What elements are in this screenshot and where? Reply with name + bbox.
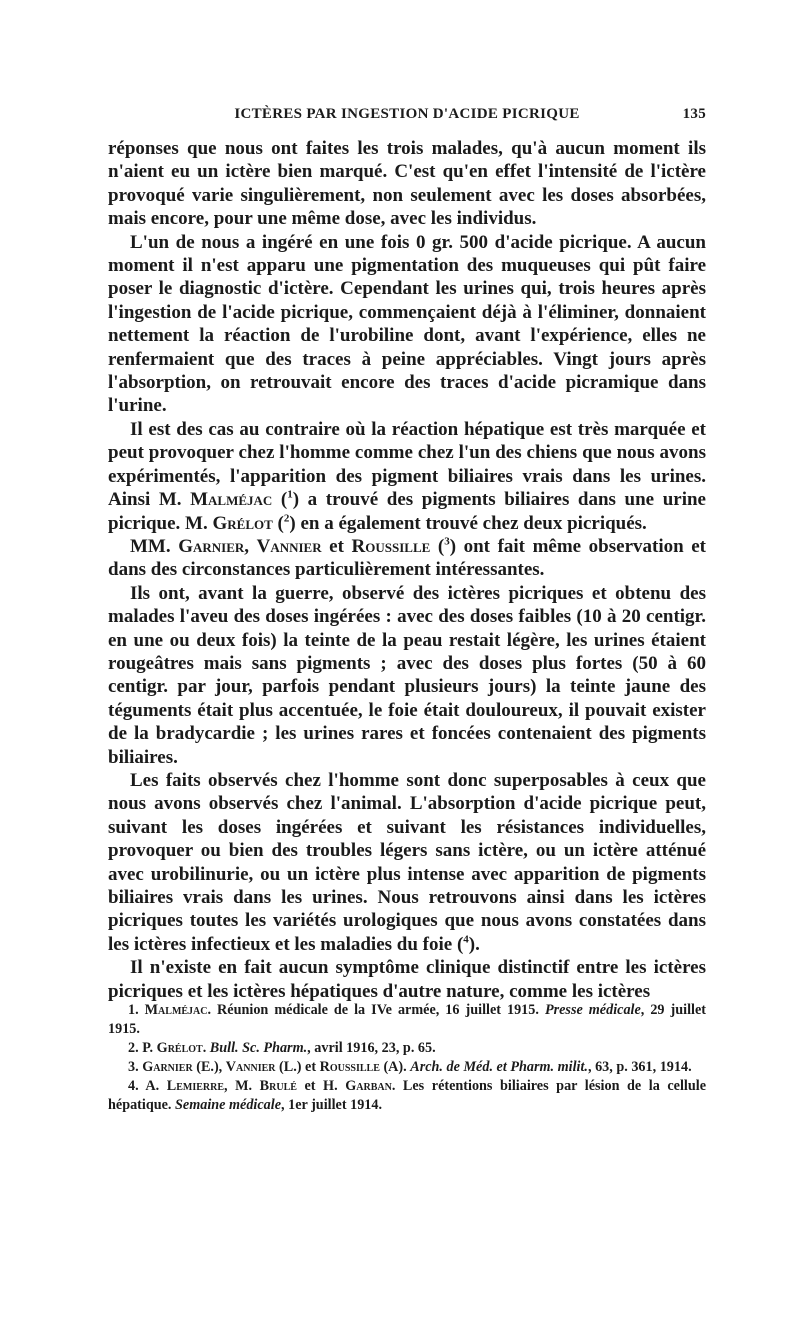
paragraph-2 [108, 231, 706, 418]
footnote-ref: 3 [444, 535, 450, 548]
paragraph-text: Ils ont, avant la guerre, observé des ictères picriques et obtenu des malades l'aveu des doses ingérées : avec des doses faibles (10 à 20 centigr. en une ou deux fois) la teinte de la peau restait légère, les urines étaient rougeâtres mais sans pigments ; avec des doses plus fortes (50 à 60 centigr. par jour, parfois pendant plusieurs jours) la teinte jaune des téguments était plus accentuée, le foie était douloureux, il pouvait exister de la bradycardie ; les urines rares et foncées contenaient des pigments biliaires. [108, 582, 706, 768]
footnote-text: (L.) et [275, 1059, 320, 1075]
footnote-text: . Les rétentions biliaires par lésion de la cellule hépatique. [108, 1078, 706, 1113]
footnote-number: 3. [128, 1059, 139, 1075]
footnote-ref: 1 [287, 488, 293, 501]
footnote-number: 4. [128, 1078, 139, 1094]
footnote-text: . Réunion médicale de la IVe armée, 16 juillet 1915. [207, 1002, 545, 1018]
footnote-journal: Arch. de Méd. et Pharm. milit. [410, 1059, 588, 1075]
paragraph-1 [108, 137, 706, 231]
footnote-text: , 63, p. 361, 1914. [587, 1059, 692, 1075]
paragraph-7 [108, 956, 706, 1003]
running-title: ICTÈRES PAR INGESTION D'ACIDE PICRIQUE [234, 106, 580, 122]
footnote-2 [108, 1039, 706, 1058]
paragraph-text: MM. [130, 535, 179, 557]
footnote-author: Malméjac [144, 1002, 208, 1018]
paragraph-text: Il n'existe en fait aucun symptôme clinique distinctif entre les ictères picriques et les ictères hépatiques d'autre nature, comme les ictères [108, 957, 706, 1002]
paragraph-text: en a également trouvé chez deux picriqués. [295, 512, 647, 534]
footnote-text: , 29 juillet 1915. [108, 1002, 707, 1037]
paragraph-5 [108, 582, 706, 769]
footnote-4 [108, 1077, 706, 1115]
footnote-text: , M. [224, 1078, 260, 1094]
paragraph-text: a trouvé des pigments biliaires dans une urine picrique. M. [108, 489, 706, 534]
author-name: Malméjac [190, 489, 273, 511]
footnote-text: , avril 1916, 23, p. 65. [307, 1040, 436, 1056]
footnote-author: Lemierre [166, 1078, 225, 1094]
paragraph-text: et [321, 535, 352, 557]
paragraph-text: réponses que nous ont faites les trois malades, qu'à aucun moment ils n'aient eu un ictère bien marqué. C'est qu'en effet l'intensité de l'ictère provoqué varie singulièrement, non seulement avec les doses absorbées, mais encore, pour une même dose, avec les individus. [108, 138, 706, 230]
paragraph-text: Les faits observés chez l'homme sont donc superposables à ceux que nous avons observés chez l'animal. L'absorption d'acide picrique peut, suivant les doses ingérées et suivant les résistances individuelles, provoquer ou bien des troubles légers sans ictère, ou un ictère atténué avec urobilinurie, ou un ictère plus intense avec apparition de pigments biliaires vrais dans les urines. Nous retrouvons ainsi dans les ictères picriques toutes les variétés urologiques que nous avons constatées dans les ictères infectieux et les maladies du foie [108, 769, 706, 955]
paragraph-3: Il est des cas au contraire où la réaction hépatique est très marquée et peut provoquer chez l'homme comme chez l'un des chiens que nous avons expérimentés, l'apparition des pigment biliaires vrais dans les urines. Ainsi M. Malméjac ($^1$) a trouvé des pigments biliaires dans une urine picrique. M. Grélot ($^2$) en a également trouvé chez deux picriqués. [108, 418, 706, 534]
author-name: Grélot [212, 512, 273, 534]
author-name: Roussille [351, 535, 431, 557]
footnote-author: Grélot [156, 1040, 203, 1056]
footnote-journal: Presse médicale [544, 1002, 641, 1018]
footnote-text: et H. [296, 1078, 346, 1094]
footnote-text: (E.), [192, 1059, 226, 1075]
paragraph-text: , [244, 535, 257, 557]
paragraph-text: . [475, 933, 480, 955]
footnote-text: A. [145, 1078, 167, 1094]
footnote-text: . [202, 1040, 210, 1056]
footnote-number: 1. [128, 1002, 139, 1018]
footnote-author: Vannier [225, 1059, 276, 1075]
footnote-author: Brulé [259, 1078, 297, 1094]
footnote-journal: Bull. Sc. Pharm. [209, 1040, 308, 1056]
paragraph-6: Les faits observés chez l'homme sont donc superposables à ceux que nous avons observés chez l'animal. L'absorption d'acide picrique peut, suivant les doses ingérées et suivant les résistances individuelles, provoquer ou bien des troubles légers sans ictère, ou un ictère atténué avec urobilinurie, ou un ictère plus intense avec apparition de pigments biliaires vrais dans les urines. Nous retrouvons ainsi dans les ictères picriques toutes les variétés urologiques que nous avons constatées dans les ictères infectieux et les maladies du foie ($^4$). [108, 769, 706, 955]
footnote-ref: 4 [463, 933, 469, 946]
footnote-journal: Semaine médicale [175, 1097, 282, 1113]
footnote-1 [108, 1001, 706, 1039]
footnote-number: 2. [128, 1040, 139, 1056]
footnote-text: P. [142, 1040, 157, 1056]
page-number: 135 [682, 106, 706, 122]
author-name: Garnier [178, 535, 245, 557]
page-header [108, 106, 706, 128]
footnote-text: (A). [379, 1059, 411, 1075]
paragraph-text: ont fait même observation et dans des circonstances particulièrement intéressantes. [108, 535, 707, 581]
paragraph-text: Il est des cas au contraire où la réaction hépatique est très marquée et peut provoquer chez l'homme comme chez l'un des chiens que nous avons expérimentés, l'apparition des pigment biliaires vrais dans les urines. Ainsi M. [108, 418, 706, 511]
footnotes [108, 1001, 706, 1115]
footnote-author: Garnier [142, 1059, 193, 1075]
paragraph-4: MM. Garnier, Vannier et Roussille ($^3$) ont fait même observation et dans des circonstances particulièrement intéressantes. [108, 535, 707, 581]
body-text [108, 137, 706, 1003]
footnote-3 [108, 1058, 706, 1077]
author-name: Vannier [256, 535, 322, 557]
footnote-author: Roussille [319, 1059, 380, 1075]
footnote-text: , 1er juillet 1914. [281, 1097, 383, 1113]
footnote-author: Garban [345, 1078, 392, 1094]
paragraph-text: L'un de nous a ingéré en une fois 0 gr. 500 d'acide picrique. A aucun moment il n'est apparu une pigmentation des muqueuses qui pût faire poser le diagnostic d'ictère. Cependant les urines qui, trois heures après l'ingestion de l'acide picrique, commençaient déjà à l'éliminer, donnaient nettement la réaction de l'urobiline dont, avant l'expérience, elles ne renfermaient que des traces à peine appréciables. Vingt jours après l'absorption, on retrouvait encore des traces d'acide picramique dans l'urine. [108, 231, 706, 417]
footnote-ref: 2 [283, 512, 290, 525]
